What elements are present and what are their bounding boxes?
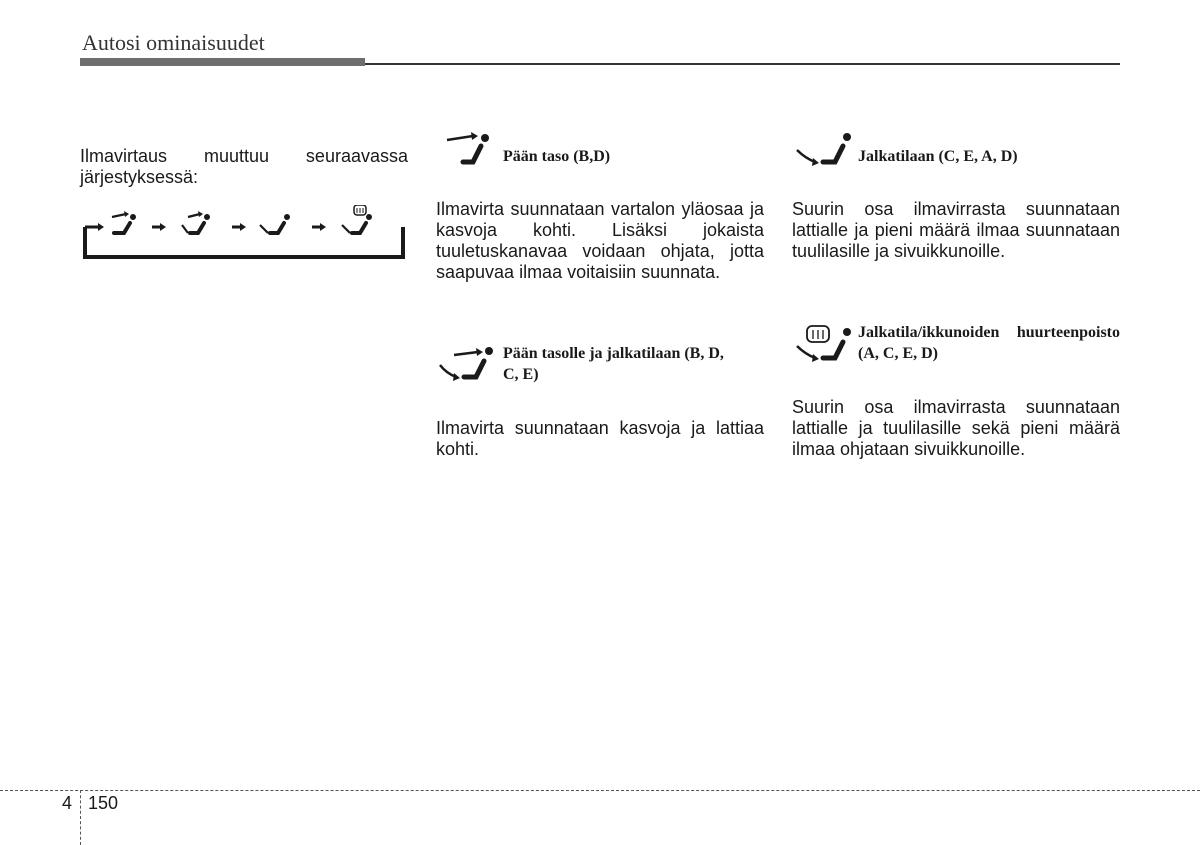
- airflow-sequence-diagram: [80, 205, 410, 270]
- header-rule-thin: [365, 63, 1120, 65]
- arrow-right-icon: [312, 223, 326, 231]
- mode-description-floor-defrost: Suurin osa ilmavirrasta suunnataan lattialle ja tuulilasille sekä pieni määrä ilmaa ohjataan sivuikkunoille.: [792, 397, 1120, 459]
- head-level-icon: [443, 130, 493, 168]
- mode-description-floor-level: Suurin osa ilmavirrasta suunnataan lattialle ja pieni määrä ilmaa suunnataan tuulilasille ja sivuikkunoille.: [792, 199, 1120, 261]
- mode-description-head-level: Ilmavirta suunnataan vartalon yläosaa ja kasvoja kohti. Lisäksi jokaista tuuletuskanavaa voidaan ohjata, jotta saapuvaa ilmaa voitaisiin suunnata.: [436, 199, 764, 282]
- floor-level-icon: [793, 128, 855, 170]
- page-header-title: Autosi ominaisuudet: [82, 30, 265, 55]
- header-rule-thick: [80, 58, 365, 66]
- footer-dashed-divider: [80, 790, 81, 845]
- bi-level-icon: [182, 211, 210, 233]
- floor-defrost-icon: [342, 205, 372, 233]
- intro-text: Ilmavirtaus muuttuu seuraavassa järjestyksessä:: [80, 146, 408, 187]
- mode-title-head-level: Pään taso (B,D): [503, 148, 611, 165]
- page-number: 150: [88, 793, 119, 813]
- mode-title-floor-level: Jalkatilaan (C, E, A, D): [858, 148, 1018, 165]
- mode-description-bi-level: Ilmavirta suunnataan kasvoja ja lattiaa kohti.: [436, 418, 764, 459]
- mode-title-floor-defrost: Jalkatila/ikkunoiden huurteenpoisto (A, C, E, D): [858, 324, 1120, 362]
- footer-dashed-rule: [0, 790, 1200, 791]
- floor-level-icon: [260, 214, 290, 233]
- bi-level-icon: [438, 343, 498, 385]
- head-level-icon: [112, 211, 136, 233]
- arrow-right-icon: [232, 223, 246, 231]
- section-number: 4: [62, 793, 73, 813]
- arrow-right-icon: [152, 223, 166, 231]
- floor-defrost-icon: [793, 322, 855, 364]
- mode-title-bi-level: Pään tasolle ja jalkatilaan (B, D, C, E): [503, 345, 724, 383]
